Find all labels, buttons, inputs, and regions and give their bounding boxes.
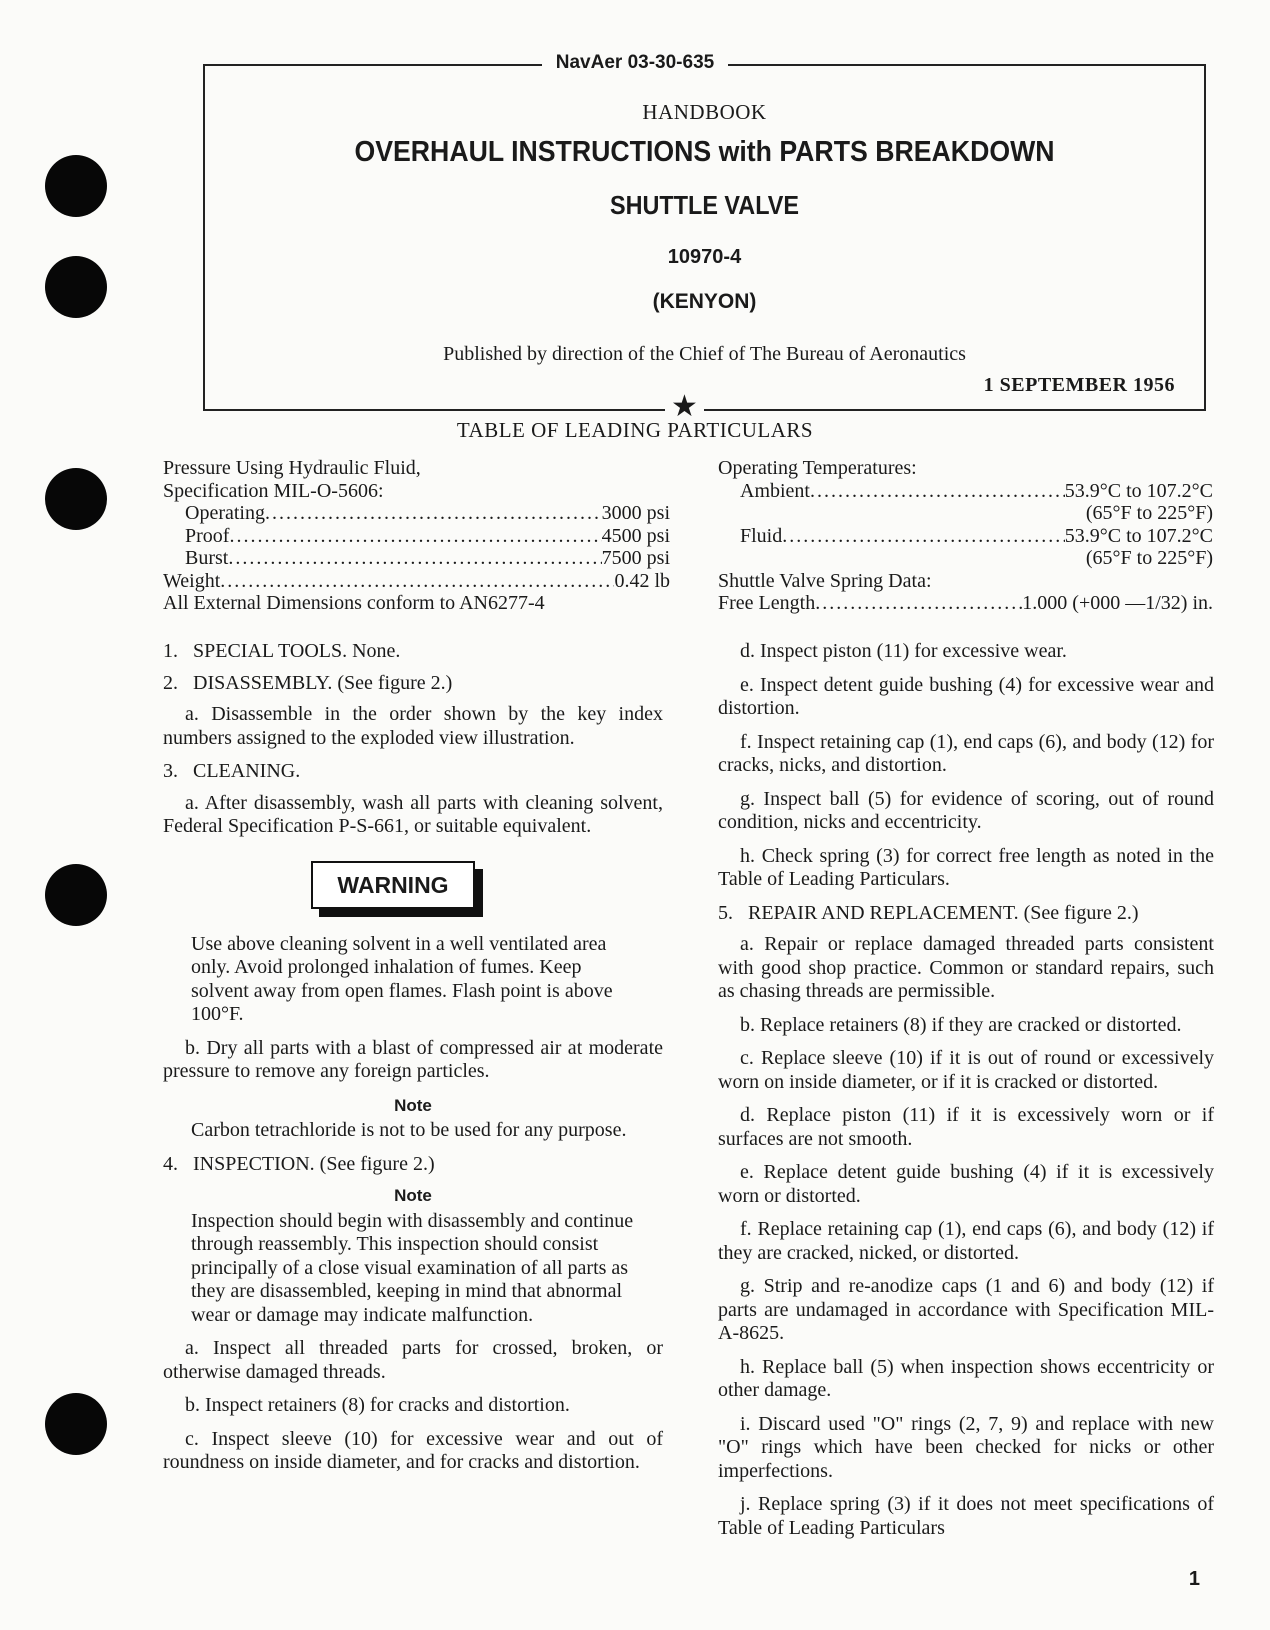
ambient-label: Ambient (740, 479, 810, 502)
section-number: 5. (718, 901, 733, 924)
paragraph: g. Strip and re-anodize caps (1 and 6) and body (12) if parts are undamaged in accordance with Specification MIL-A-8625. (718, 1275, 1214, 1344)
note-heading: Note (394, 1095, 432, 1115)
paragraph: h. Replace ball (5) when inspection shows eccentricity or other damage. (718, 1355, 1214, 1401)
paragraph: a. Disassemble in the order shown by the key index numbers assigned to the exploded view illustration. (163, 703, 663, 749)
particular-value: 7500 psi (601, 547, 670, 569)
paragraph: b. Replace retainers (8) if they are cracked or distorted. (740, 1013, 1182, 1036)
section-number: 2. (163, 671, 178, 694)
particular-label: Operating (185, 502, 265, 524)
page-number: 1 (1188, 1568, 1200, 1590)
section-heading (718, 902, 1214, 926)
section-heading (163, 672, 663, 696)
paragraph: a. Repair or replace damaged threaded parts consistent with good shop practice. Common or standard repairs, such as chasing threads are permissible. (718, 933, 1214, 1002)
binder-hole (45, 468, 107, 530)
particular-value: 3000 psi (601, 502, 670, 524)
left-column (163, 640, 663, 1485)
pressure-spec: Specification MIL-O-5606: (163, 479, 384, 502)
warning-text: Use above cleaning solvent in a well ventilated area only. Avoid prolonged inhalation of fumes. Keep solvent away from open flames. Flash point is above 100°F. (191, 932, 613, 1025)
binder-hole (45, 155, 107, 217)
section-title: REPAIR AND REPLACEMENT. (See figure 2.) (748, 901, 1139, 924)
paragraph: h. Check spring (3) for correct free length as noted in the Table of Leading Particulars. (718, 844, 1214, 890)
binder-hole (45, 1393, 107, 1455)
warning-box (311, 861, 483, 917)
paragraph: d. Inspect piston (11) for excessive wear. (740, 640, 1067, 662)
section-title: INSPECTION. (See figure 2.) (193, 1152, 435, 1175)
manufacturer: (KENYON) (652, 290, 757, 313)
paragraph: a. After disassembly, wash all parts with cleaning solvent, Federal Specification P-S-661, or suitable equivalent. (163, 791, 663, 837)
particular-label: Burst (185, 547, 229, 569)
temp-heading: Operating Temperatures: (718, 457, 917, 479)
handbook-label: HANDBOOK (642, 100, 767, 124)
warning-text-block (191, 933, 635, 1027)
paragraph: d. Replace piston (11) if it is excessively worn or if surfaces are not smooth. (718, 1104, 1214, 1150)
paragraph: g. Inspect ball (5) for evidence of scoring, out of round condition, nicks and eccentricity. (718, 787, 1214, 833)
particular-row (718, 480, 1213, 503)
particulars-right (718, 457, 1213, 615)
fluid-value: 53.9°C to 107.2°C (1064, 524, 1213, 547)
particular-value: 4500 psi (601, 524, 670, 547)
doc-number-text: NavAer 03-30-635 (542, 52, 728, 73)
weight-label: Weight (163, 569, 221, 592)
ambient-value: 53.9°C to 107.2°C (1064, 479, 1213, 502)
publication-date: 1 SEPTEMBER 1956 (983, 374, 1175, 396)
particular-row (718, 592, 1213, 615)
section-heading (163, 640, 663, 664)
paragraph: i. Discard used "O" rings (2, 7, 9) and replace with new "O" rings which have been checked for nicks or other imperfections. (718, 1412, 1214, 1482)
paragraph: e. Inspect detent guide bushing (4) for excessive wear and distortion. (718, 673, 1214, 719)
free-length-label: Free Length (718, 592, 816, 614)
section-title: CLEANING. (193, 760, 301, 782)
paragraph: e. Replace detent guide bushing (4) if it is excessively worn or distorted. (718, 1161, 1214, 1207)
pressure-heading: Pressure Using Hydraulic Fluid, (163, 457, 421, 479)
warning-label: WARNING (311, 861, 475, 909)
particular-row (163, 547, 670, 570)
note-block (191, 1119, 635, 1143)
note-text: Inspection should begin with disassembly and continue through reassembly. This inspection should consist principally of a close visual examination of all parts as they are disassembled, keeping in mind that abnormal wear or damage may indicate malfunction. (191, 1209, 634, 1326)
fluid-label: Fluid (740, 524, 783, 547)
star-icon: ★ (665, 392, 704, 422)
ambient-fahrenheit: (65°F to 225°F) (1085, 502, 1213, 524)
particulars-title: TABLE OF LEADING PARTICULARS (456, 418, 814, 442)
paragraph: c. Inspect sleeve (10) for excessive wear and out of roundness on inside diameter, and for cracks and distortion. (163, 1427, 663, 1473)
right-column (718, 640, 1214, 1550)
section-heading (163, 760, 663, 784)
spring-heading: Shuttle Valve Spring Data: (718, 569, 932, 592)
particular-label: Proof (185, 524, 230, 547)
dimensions-note: All External Dimensions conform to AN6277-4 (163, 592, 545, 614)
note-text: Carbon tetrachloride is not to be used for any purpose. (191, 1119, 627, 1141)
paragraph: f. Inspect retaining cap (1), end caps (6), and body (12) for cracks, nicks, and distortion. (718, 730, 1214, 776)
binder-hole (45, 256, 107, 318)
weight-value: 0.42 lb (614, 569, 670, 592)
section-number: 1. (163, 640, 178, 662)
doc-title: OVERHAUL INSTRUCTIONS with PARTS BREAKDOWN (354, 136, 1055, 168)
particular-row (163, 525, 670, 548)
section-heading (163, 1153, 663, 1177)
paragraph: j. Replace spring (3) if it does not meet specifications of Table of Leading Particulars (718, 1493, 1214, 1539)
free-length-value: 1.000 (+000 —1/32) in. (1022, 592, 1213, 614)
note-heading: Note (394, 1186, 432, 1205)
note-block (191, 1210, 635, 1328)
paragraph: b. Dry all parts with a blast of compressed air at moderate pressure to remove any foreign particles. (163, 1036, 663, 1082)
particular-row (718, 525, 1213, 548)
paragraph: f. Replace retaining cap (1), end caps (6), and body (12) if they are cracked, nicked, or distorted. (718, 1218, 1214, 1264)
section-title: SPECIAL TOOLS. None. (193, 640, 401, 662)
particular-row (163, 570, 670, 593)
section-title: DISASSEMBLY. (See figure 2.) (193, 671, 453, 694)
paragraph: c. Replace sleeve (10) if it is out of round or excessively worn on inside diameter, or if it is cracked or distorted. (718, 1047, 1214, 1093)
doc-subject: SHUTTLE VALVE (610, 190, 799, 220)
section-number: 3. (163, 760, 178, 782)
section-number: 4. (163, 1152, 178, 1175)
doc-number (0, 52, 1270, 74)
binder-hole (45, 864, 107, 926)
paragraph: b. Inspect retainers (8) for cracks and distortion. (185, 1394, 570, 1416)
particular-row (163, 502, 670, 525)
part-number: 10970-4 (667, 246, 742, 268)
published-by: Published by direction of the Chief of The Bureau of Aeronautics (443, 343, 966, 365)
paragraph: a. Inspect all threaded parts for crossed, broken, or otherwise damaged threads. (163, 1337, 663, 1383)
particulars-left (163, 457, 670, 615)
fluid-fahrenheit: (65°F to 225°F) (1085, 547, 1213, 569)
